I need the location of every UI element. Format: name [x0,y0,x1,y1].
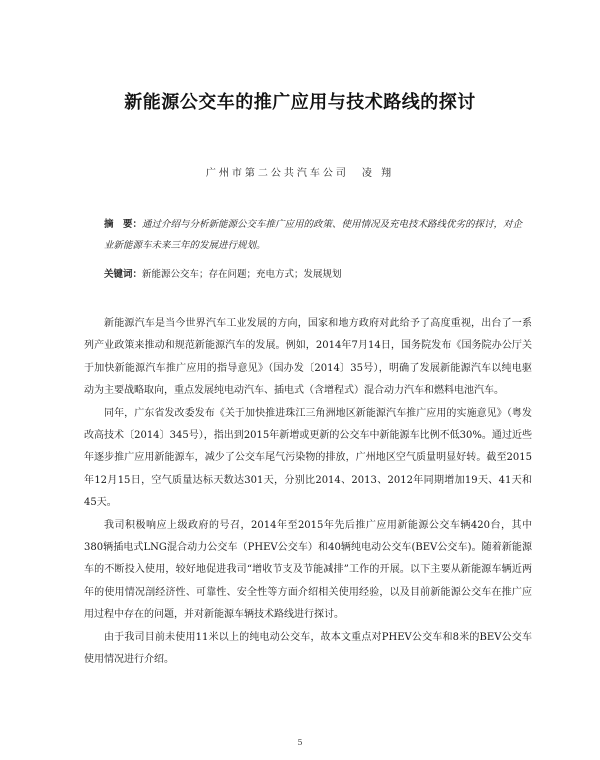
page-number: 5 [297,738,303,747]
paragraph: 新能源汽车是当今世界汽车工业发展的方向，国家和地方政府对此给予了高度重视，出台了一系列产业政策来推动和规范新能源汽车的发展。例如，2014年7月14日，国务院发布《国务院办公厅关于加快新能源汽车推广应用的指导意见》（国办发〔2014〕35号），明确了发展新能源汽车以纯电驱动为主要战略取向，重点发展纯电动汽车、插电式（含增程式）混合动力汽车和燃料电池汽车。 [84,318,532,397]
body-text [84,313,532,672]
paragraph: 由于我司目前未使用11米以上的纯电动公交车，故本文重点对PHEV公交车和8米的BEV公交车使用情况进行介绍。 [84,631,532,666]
paragraph: 同年，广东省发改委发布《关于加快推进珠江三角洲地区新能源汽车推广应用的实施意见》（粤发改高技术〔2014〕345号），指出到2015年新增或更新的公交车中新能源车比例不低30%。通过近些年逐步推广应用新能源车，减少了公交车尾气污染物的排放，广州地区空气质量明显好转。截至2015年12月15日，空气质量达标天数达301天，分别比2014、2013、2012年同期增加19天、41天和45天。 [84,407,532,509]
abstract-text: 通过介绍与分析新能源公交车推广应用的政策、使用情况及充电技术路线优劣的探讨，对企业新能源车未来三年的发展进行规划。 [104,219,523,251]
keywords-label: 关键词： [104,269,143,280]
abstract-label: 摘 要： [104,219,143,230]
article-title: 新能源公交车的推广应用与技术路线的探讨 [124,92,476,113]
paragraph: 我司积极响应上级政府的号召，2014年至2015年先后推广应用新能源公交车辆420台，其中380辆插电式LNG混合动力公交车（PHEV公交车）和40辆纯电动公交车(BEV公交车)。随着新能源车的不断投入使用，较好地促进我司“增收节支及节能减排”工作的开展。以下主要从新能源车辆近两年的使用情况剖经济性、可靠性、安全性等方面介绍相关使用经验，以及目前新能源公交车在推广应用过程中存在的问题，并对新能源车辆技术路线进行探讨。 [84,519,532,621]
keywords [104,264,530,285]
abstract [104,214,530,256]
author-line: 广州市第二公共汽车公司 凌 翔 [205,168,395,179]
keywords-text: 新能源公交车；存在问题；充电方式；发展规划 [142,269,342,280]
